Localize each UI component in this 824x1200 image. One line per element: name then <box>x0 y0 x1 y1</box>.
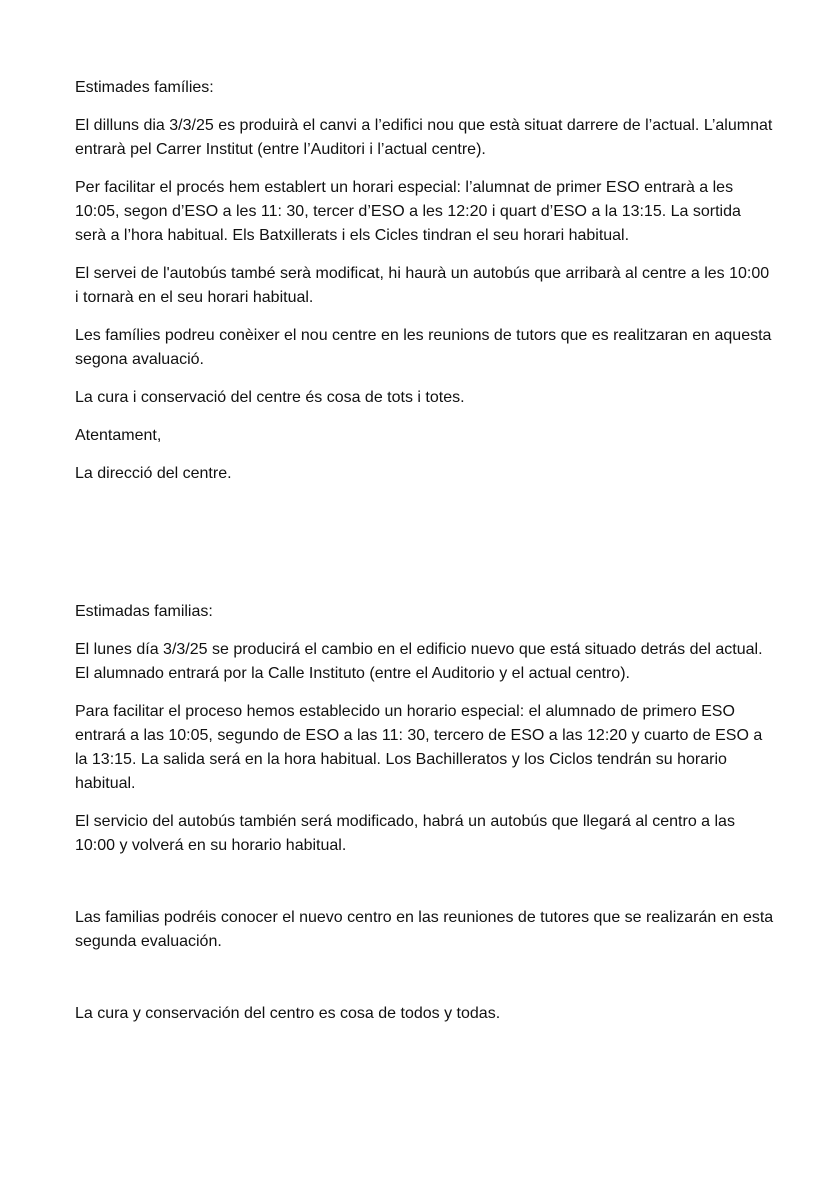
catalan-signature: La direcció del centre. <box>75 465 232 482</box>
spanish-greeting: Estimadas familias: <box>75 603 213 620</box>
spanish-paragraph-care: La cura y conservación del centro es cosa de todos y todas. <box>75 1005 501 1022</box>
spanish-paragraph-bus: El servicio del autobús también será modificado, habrá un autobús que llegará al centro a las 10:00 y volverá en su horario habitual. <box>75 813 735 854</box>
catalan-letter <box>75 76 775 500</box>
catalan-paragraph-building-change: El dilluns dia 3/3/25 es produirà el canvi a l’edifici nou que està situat darrere de l’actual. L’alumnat entrarà pel Carrer Institut (entre l’Auditori i l’actual centre). <box>75 117 773 158</box>
spanish-letter <box>75 600 775 1040</box>
catalan-paragraph-schedule: Per facilitar el procés hem establert un horari especial: l’alumnat de primer ESO entrarà a les 10:05, segon d’ESO a les 11: 30, tercer d’ESO a les 12:20 i quart d’ESO a la 13:15. La sortida serà a l’hora habitual. Els Batxillerats i els Cicles tindran el seu horari habitual. <box>75 179 741 244</box>
catalan-paragraph-care: La cura i conservació del centre és cosa de tots i totes. <box>75 389 465 406</box>
spanish-paragraph-meetings: Las familias podréis conocer el nuevo centro en las reuniones de tutores que se realizarán en esta segunda evaluación. <box>75 909 774 950</box>
spanish-paragraph-schedule: Para facilitar el proceso hemos establecido un horario especial: el alumnado de primero ESO entrará a las 10:05, segundo de ESO a las 11: 30, tercero de ESO a las 12:20 y cuarto de ESO a la 13:15. La salida será en la hora habitual. Los Bachilleratos y los Ciclos tendrán su horario habitual. <box>75 703 763 792</box>
catalan-greeting: Estimades famílies: <box>75 79 214 96</box>
catalan-paragraph-meetings: Les famílies podreu conèixer el nou centre en les reunions de tutors que es realitzaran en aquesta segona avaluació. <box>75 327 772 368</box>
spanish-paragraph-building-change: El lunes día 3/3/25 se producirá el cambio en el edificio nuevo que está situado detrás del actual. El alumnado entrará por la Calle Instituto (entre el Auditorio y el actual centro). <box>75 641 763 682</box>
catalan-paragraph-bus: El servei de l'autobús també serà modificat, hi haurà un autobús que arribarà al centre a les 10:00 i tornarà en el seu horari habitual. <box>75 265 770 306</box>
catalan-closing: Atentament, <box>75 427 162 444</box>
